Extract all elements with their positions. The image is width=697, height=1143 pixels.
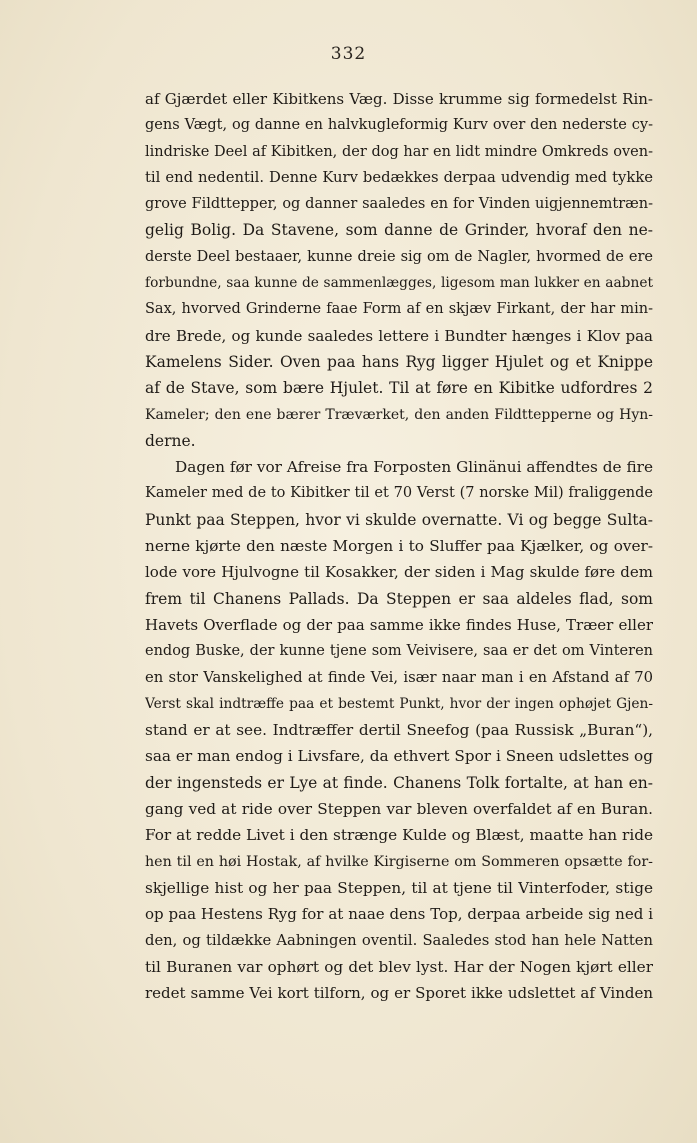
text-line: af Gjærdet eller Kibitkens Væg. Disse krumme sig formedelst Rin-	[145, 90, 653, 108]
text-line: lode vore Hjulvogne til Kosakker, der siden i Mag skulde føre dem	[145, 563, 653, 582]
text-line: op paa Hestens Ryg for at naae dens Top, derpaa arbeide sig ned i	[145, 905, 653, 924]
text-line: redet samme Vei kort tilforn, og er Sporet ikke udslettet af Vinden	[145, 984, 653, 1003]
text-line: Dagen før vor Afreise fra Forposten Glinänui affendtes de fire	[175, 458, 653, 477]
text-line: stand er at see. Indtræffer dertil Sneefog (paa Russisk „Buran“),	[145, 721, 653, 740]
text-line: derne.	[145, 431, 196, 450]
text-line: nerne kjørte den næste Morgen i to Sluffer paa Kjælker, og over-	[145, 537, 653, 556]
body-text	[145, 86, 653, 1006]
text-line: gang ved at ride over Steppen var bleven overfaldet af en Buran.	[145, 800, 653, 819]
text-line: Kameler; den ene bærer Træværket, den anden Fildttepperne og Hyn-	[145, 406, 653, 423]
text-line: der ingensteds er Lye at finde. Chanens Tolk fortalte, at han en-	[145, 773, 653, 792]
page-number: 332	[330, 44, 367, 64]
text-line: Sax, hvorved Grinderne faae Form af en skjæv Firkant, der har min-	[145, 301, 653, 318]
text-line: en stor Vanskelighed at finde Vei, især naar man i en Afstand af 70	[145, 668, 653, 686]
text-line: grove Fildttepper, og danner saaledes en for Vinden uigjennemtræn-	[145, 196, 653, 213]
text-line: af de Stave, som bære Hjulet. Til at føre en Kibitke udfordres 2	[145, 379, 653, 398]
text-line: Havets Overflade og der paa samme ikke findes Huse, Træer eller	[145, 615, 653, 634]
text-line: til Buranen var ophørt og det blev lyst. Har der Nogen kjørt eller	[145, 957, 653, 976]
text-line: For at redde Livet i den strænge Kulde og Blæst, maatte han ride	[145, 826, 653, 845]
text-line: endog Buske, der kunne tjene som Veivisere, saa er det om Vinteren	[145, 643, 653, 660]
text-line: saa er man endog i Livsfare, da ethvert Spor i Sneen udslettes og	[145, 747, 653, 766]
text-line: forbundne, saa kunne de sammenlægges, ligesom man lukker en aabnet	[145, 275, 653, 292]
text-line: til end nedentil. Denne Kurv bedækkes derpaa udvendig med tykke	[145, 168, 653, 186]
text-line: Kamelens Sider. Oven paa hans Ryg ligger Hjulet og et Knippe	[145, 352, 653, 371]
text-line: gelig Bolig. Da Stavene, som danne de Grinder, hvoraf den ne-	[145, 221, 653, 240]
text-line: hen til en høi Hostak, af hvilke Kirgiserne om Sommeren opsætte for-	[145, 853, 653, 870]
text-line: den, og tildække Aabningen oventil. Saaledes stod han hele Natten	[145, 931, 653, 949]
text-line: frem til Chanens Pallads. Da Steppen er saa aldeles flad, som	[145, 589, 653, 608]
text-line: derste Deel bestaaer, kunne dreie sig om de Nagler, hvormed de ere	[145, 248, 653, 265]
text-line: Kameler med de to Kibitker til et 70 Verst (7 norske Mil) fraliggende	[145, 485, 653, 502]
text-line: skjellige hist og her paa Steppen, til at tjene til Vinterfoder, stige	[145, 878, 653, 897]
text-line: lindriske Deel af Kibitken, der dog har en lidt mindre Omkreds oven-	[145, 143, 653, 160]
text-line: gens Vægt, og danne en halvkugleformig Kurv over den nederste cy-	[145, 117, 653, 134]
text-line: Punkt paa Steppen, hvor vi skulde overnatte. Vi og begge Sulta-	[145, 510, 653, 529]
text-line: dre Brede, og kunde saaledes lettere i Bundter hænges i Klov paa	[145, 326, 653, 345]
text-line: Verst skal indtræffe paa et bestemt Punkt, hvor der ingen ophøjet Gjen-	[145, 695, 653, 712]
